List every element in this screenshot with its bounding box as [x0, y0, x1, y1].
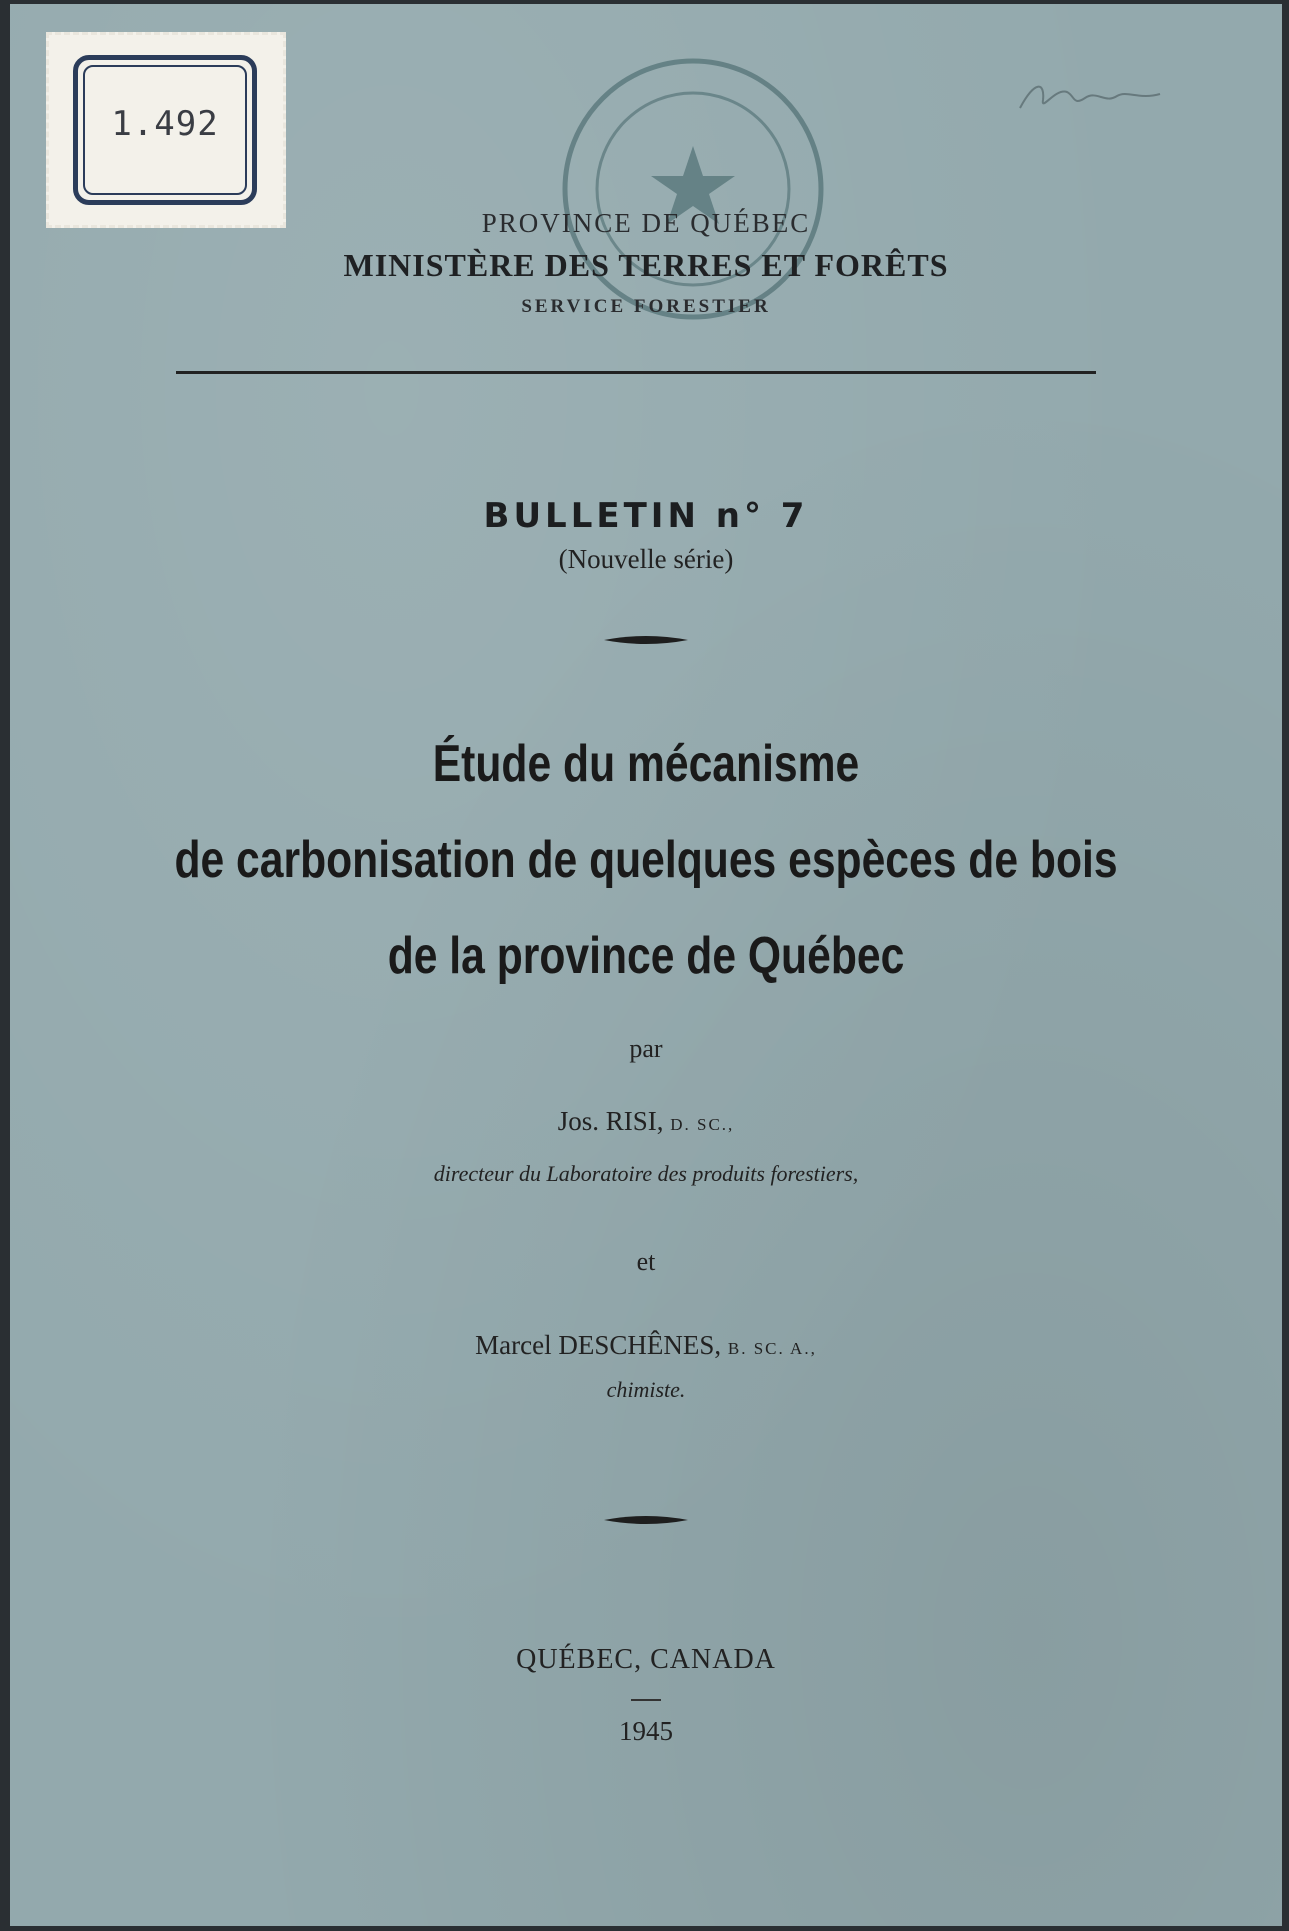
author-2-degree: B. SC. A.,	[727, 1339, 817, 1358]
author-1-role: directeur du Laboratoire des produits forestiers,	[433, 1161, 859, 1186]
imprint-dash	[631, 1699, 661, 1701]
author-2-name: Marcel DESCHÊNES,	[475, 1330, 722, 1360]
and-label: et	[636, 1247, 656, 1276]
ministry-heading: MINISTÈRE DES TERRES ET FORÊTS	[343, 247, 949, 283]
author-1-name: Jos. RISI,	[557, 1106, 664, 1136]
bulletin-series: (Nouvelle série)	[558, 544, 734, 574]
author-2	[10, 1330, 1282, 1361]
imprint-place: QUÉBEC, CANADA	[516, 1644, 776, 1675]
label-frame	[73, 55, 257, 205]
author-1	[10, 1106, 1282, 1137]
handwritten-mark-icon	[1015, 70, 1165, 120]
author-2-role: chimiste.	[606, 1377, 686, 1402]
imprint-year: 1945	[619, 1716, 673, 1746]
book-cover	[10, 4, 1282, 1926]
province-heading: PROVINCE DE QUÉBEC	[481, 208, 811, 238]
header-divider	[176, 371, 1096, 374]
service-heading: SERVICE FORESTIER	[521, 296, 771, 317]
ornament-divider-icon	[604, 1513, 688, 1527]
library-label	[46, 32, 286, 228]
title-line-2: de carbonisation de quelques espèces de bois	[174, 831, 1118, 889]
bulletin-number: BULLETIN n° 7	[483, 496, 809, 536]
title-line-1: Étude du mécanisme	[432, 735, 860, 793]
call-number: 1.492	[111, 104, 219, 144]
author-1-degree: D. SC.,	[670, 1115, 735, 1134]
by-label: par	[629, 1034, 663, 1063]
ornament-divider-icon	[604, 633, 688, 647]
title-line-3: de la province de Québec	[387, 927, 905, 985]
